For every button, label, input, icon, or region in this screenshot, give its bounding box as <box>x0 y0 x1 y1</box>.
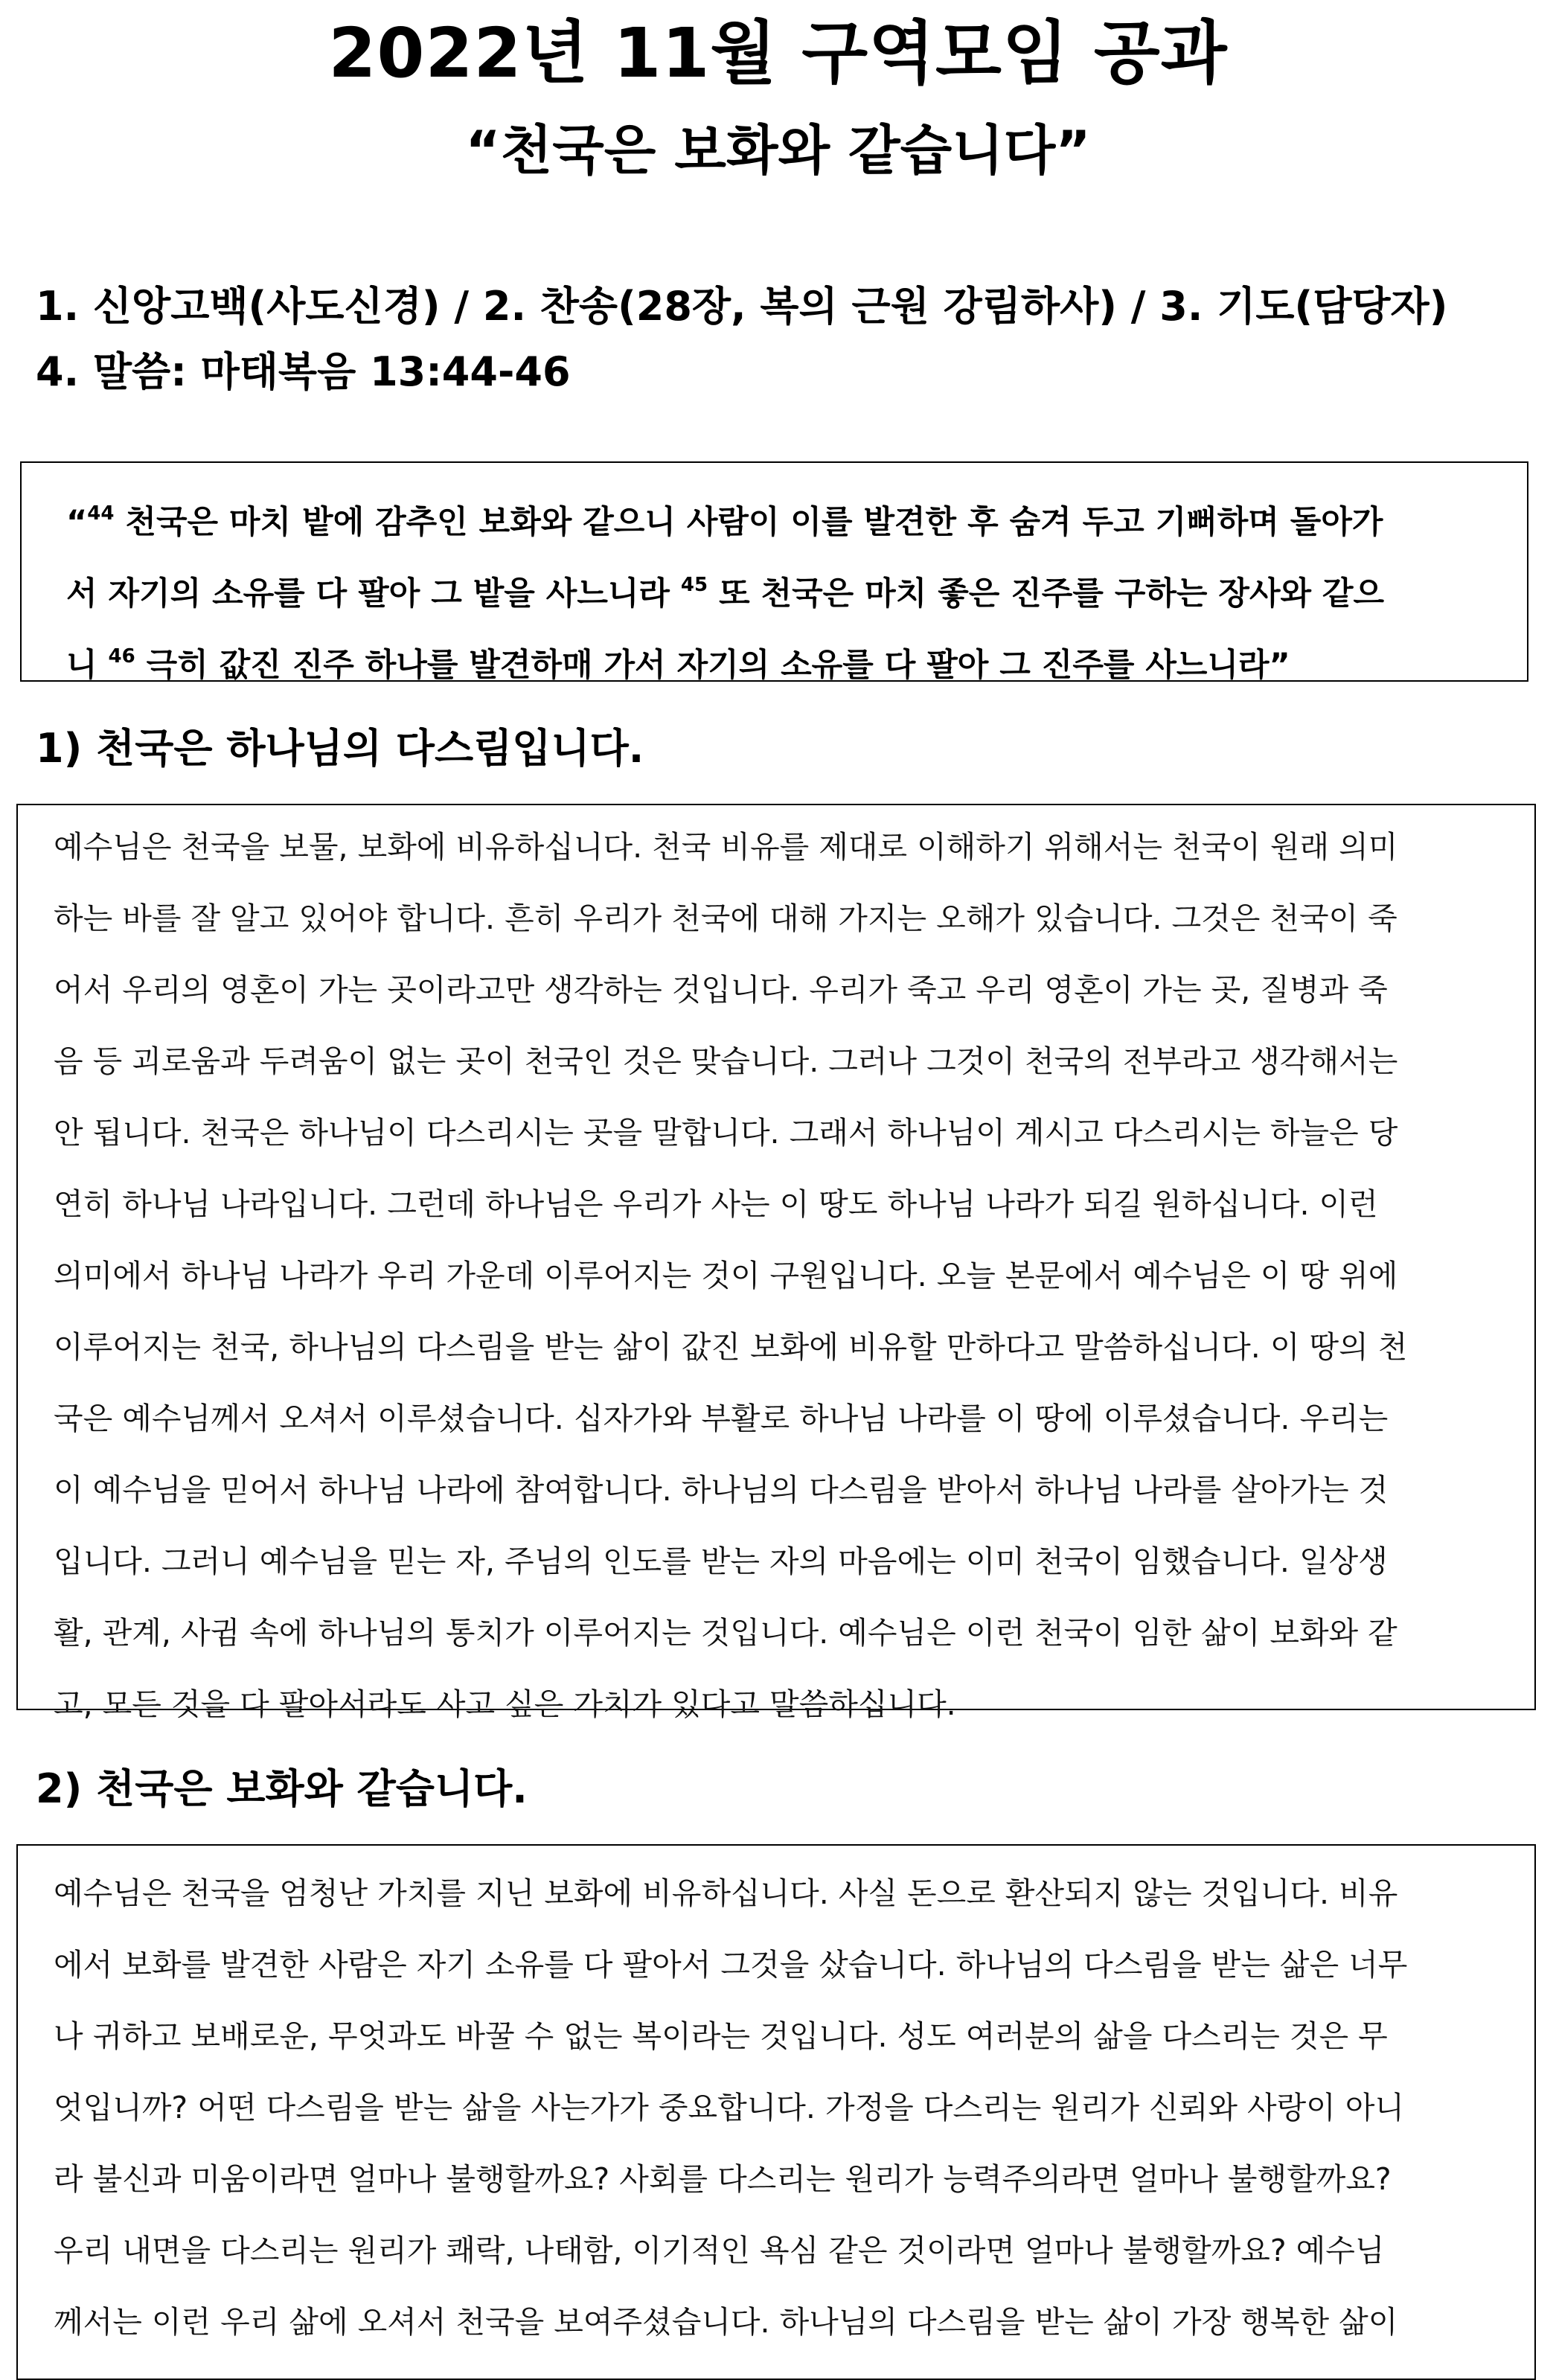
scripture-passage-box <box>20 461 1528 682</box>
paragraph-line: 의미에서 하나님 나라가 우리 가운데 이루어지는 것이 구원입니다. 오늘 본문에서 예수님은 이 땅 위에 <box>54 1258 1398 1293</box>
paragraph-line: 안 됩니다. 천국은 하나님이 다스리시는 곳을 말합니다. 그래서 하나님이 계시고 다스리시는 하늘은 당 <box>54 1115 1398 1151</box>
paragraph-line: 예수님은 천국을 엄청난 가치를 지닌 보화에 비유하십니다. 사실 돈으로 환산되지 않는 것입니다. 비유 <box>54 1875 1398 1911</box>
section-heading-1: 1) 천국은 하나님의 다스림입니다. <box>36 725 644 772</box>
section-heading-2: 2) 천국은 보화와 같습니다. <box>36 1765 528 1812</box>
verse-text: 니 <box>66 647 109 684</box>
paragraph-line: 이 예수님을 믿어서 하나님 나라에 참여합니다. 하나님의 다스림을 받아서 하나님 나라를 살아가는 것 <box>54 1472 1389 1508</box>
paragraph-line: 우리 내면을 다스리는 원리가 쾌락, 나태함, 이기적인 욕심 같은 것이라면 얼마나 불행할까요? 예수님 <box>54 2233 1385 2268</box>
paragraph-line: 에서 보화를 발견한 사람은 자기 소유를 다 팔아서 그것을 샀습니다. 하나님의 다스림을 받는 삶은 너무 <box>54 1947 1408 1983</box>
worship-order-line-1: 1. 신앙고백(사도신경) / 2. 찬송(28장, 복의 근원 강림하사) / 3. 기도(담당자) <box>36 283 1448 330</box>
worship-order-line-2: 4. 말씀: 마태복음 13:44-46 <box>36 348 571 395</box>
paragraph-line: 고, 모든 것을 다 팔아서라도 사고 싶은 가치가 있다고 말씀하십니다. <box>54 1686 956 1722</box>
section-1-text-box <box>16 804 1536 1722</box>
document-subtitle: “천국은 보화와 같습니다” <box>465 119 1091 182</box>
paragraph-line: 라 불신과 미움이라면 얼마나 불행할까요? 사회를 다스리는 원리가 능력주의라면 얼마나 불행할까요? <box>54 2161 1392 2197</box>
paragraph-line: 활, 관계, 사귐 속에 하나님의 통치가 이루어지는 것입니다. 예수님은 이런 천국이 임한 삶이 보화와 같 <box>54 1615 1397 1651</box>
paragraph-line: 하는 바를 잘 알고 있어야 합니다. 흔히 우리가 천국에 대해 가지는 오해가 있습니다. 그것은 천국이 죽 <box>54 901 1397 936</box>
verse-text: 극히 값진 진주 하나를 발견하매 가서 자기의 소유를 다 팔아 그 진주를 사느니라” <box>135 647 1290 684</box>
verse-text: 서 자기의 소유를 다 팔아 그 밭을 사느니라 <box>66 575 681 612</box>
paragraph-line: 연히 하나님 나라입니다. 그런데 하나님은 우리가 사는 이 땅도 하나님 나라가 되길 원하십니다. 이런 <box>54 1186 1378 1222</box>
document-title: 2022년 11월 구역모임 공과 <box>328 13 1228 93</box>
paragraph-line: 께서는 이런 우리 삶에 오셔서 천국을 보여주셨습니다. 하나님의 다스림을 받는 삶이 가장 행복한 삶이 <box>54 2304 1398 2340</box>
verse-number-46: 46 <box>108 645 135 668</box>
paragraph-line: 엇입니까? 어떤 다스림을 받는 삶을 사는가가 중요합니다. 가정을 다스리는 원리가 신뢰와 사랑이 아니 <box>54 2090 1405 2125</box>
section-2-text-box <box>16 1844 1536 2380</box>
paragraph-line: 이루어지는 천국, 하나님의 다스림을 받는 삶이 값진 보화에 비유할 만하다고 말씀하십니다. 이 땅의 천 <box>54 1329 1408 1365</box>
open-quote: “ <box>66 504 88 541</box>
paragraph-line: 입니다. 그러니 예수님을 믿는 자, 주님의 인도를 받는 자의 마음에는 이미 천국이 임했습니다. 일상생 <box>54 1544 1388 1579</box>
verse-text: 천국은 마치 밭에 감추인 보화와 같으니 사람이 이를 발견한 후 숨겨 두고 기뻐하며 돌아가 <box>114 504 1383 541</box>
paragraph-line: 예수님은 천국을 보물, 보화에 비유하십니다. 천국 비유를 제대로 이해하기 위해서는 천국이 원래 의미 <box>54 829 1398 865</box>
verse-number-44: 44 <box>87 502 115 525</box>
scripture-line <box>66 625 1505 697</box>
paragraph-line: 음 등 괴로움과 두려움이 없는 곳이 천국인 것은 맞습니다. 그러나 그것이 천국의 전부라고 생각해서는 <box>54 1043 1398 1079</box>
paragraph-line: 어서 우리의 영혼이 가는 곳이라고만 생각하는 것입니다. 우리가 죽고 우리 영혼이 가는 곳, 질병과 죽 <box>54 972 1388 1008</box>
verse-number-45: 45 <box>680 574 708 596</box>
paragraph-line: 국은 예수님께서 오셔서 이루셨습니다. 십자가와 부활로 하나님 나라를 이 땅에 이루셨습니다. 우리는 <box>54 1401 1389 1436</box>
scripture-line <box>66 554 1505 625</box>
verse-text: 또 천국은 마치 좋은 진주를 구하는 장사와 같으 <box>708 575 1385 612</box>
paragraph-line: 나 귀하고 보배로운, 무엇과도 바꿀 수 없는 복이라는 것입니다. 성도 여러분의 삶을 다스리는 것은 무 <box>54 2018 1388 2054</box>
scripture-line <box>66 482 1505 554</box>
